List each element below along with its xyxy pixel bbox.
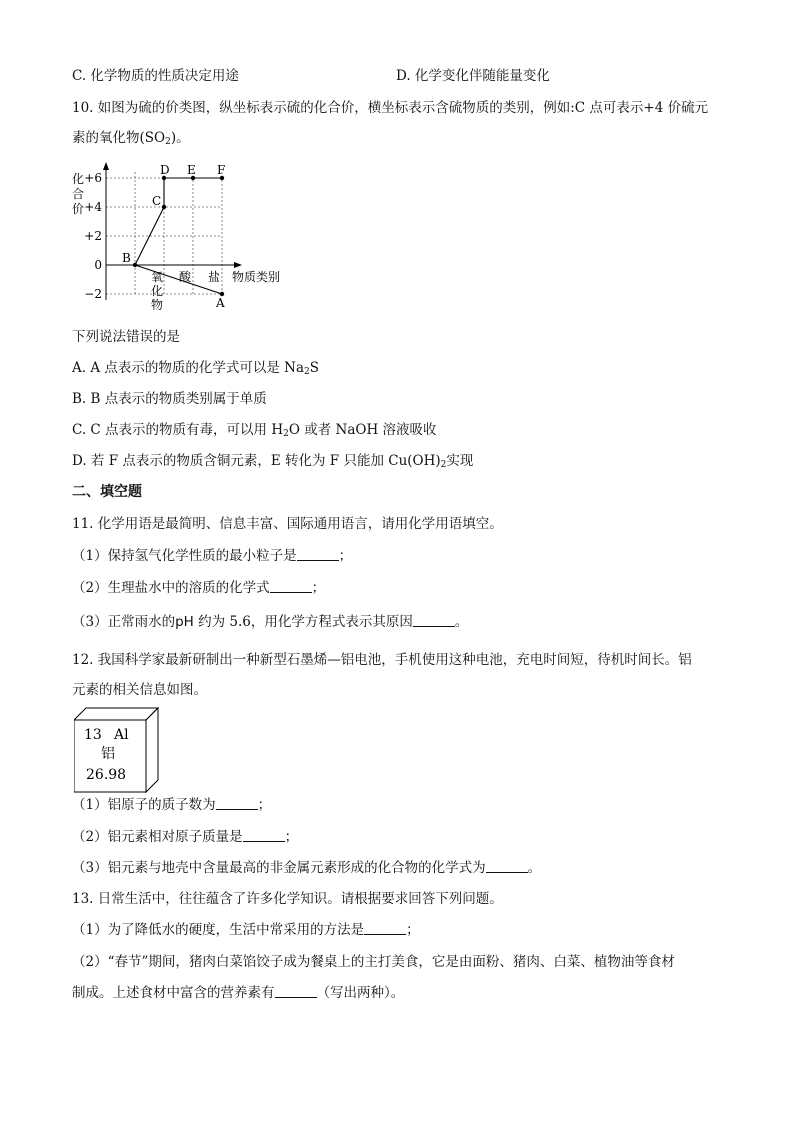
q9-option-c: C. 化学物质的性质决定用途 — [72, 68, 239, 84]
answer-blank[interactable] — [243, 828, 285, 842]
q12-part2: （2）铝元素相对原子质量是 ； — [72, 829, 299, 845]
element-card-aluminum — [74, 706, 174, 798]
x-category-oxide-char: 化 — [151, 284, 164, 298]
point-b — [133, 263, 137, 267]
sulfur-valence-diagram — [68, 160, 308, 310]
q10-stem-line2: 素的氧化物$(SO_2)$。 — [72, 130, 190, 147]
point-label-a: A — [216, 296, 225, 310]
answer-blank[interactable] — [297, 547, 339, 561]
y-tick-label: −2 — [84, 287, 102, 301]
q13-stem: 13. 日常生活中，往往蕴含了许多化学知识。请根据要求回答下列问题。 — [72, 891, 503, 907]
q10-option-a: A. A 点表示的物质的化学式可以是 $Na_2S$ — [72, 360, 320, 377]
q10-option-d: D. 若 F 点表示的物质含铜元素，E 转化为 F 只能加 $Cu(OH)_2$实现 — [72, 453, 474, 470]
atomic-mass: 26.98 — [86, 767, 127, 783]
q11-stem: 11. 化学用语是最简明、信息丰富、国际通用语言，请用化学用语填空。 — [72, 516, 503, 532]
q10-stem-line1: 10. 如图为硫的价类图，纵坐标表示硫的化合价，横坐标表示含硫物质的类别，例如:C 点可表示+4 价硫元 — [72, 100, 709, 116]
answer-blank[interactable] — [216, 796, 258, 810]
point-label-e: E — [187, 163, 196, 177]
q10-option-b: B. B 点表示的物质类别属于单质 — [72, 391, 267, 407]
y-tick-label: +6 — [84, 171, 102, 185]
q12-stem-line1: 12. 我国科学家最新研制出一种新型石墨烯—铝电池，手机使用这种电池，充电时间短，待机时间长。铝 — [72, 652, 692, 668]
answer-blank[interactable] — [270, 579, 312, 593]
y-tick-label: +2 — [84, 229, 102, 243]
y-tick-label: +4 — [84, 200, 102, 214]
q13-part2-line1: （2）“春节”期间，猪肉白菜馅饺子成为餐桌上的主打美食，它是由面粉、猪肉、白菜、植物油等食材 — [72, 954, 675, 970]
point-label-b: B — [122, 251, 131, 265]
y-tick-label: 0 — [94, 258, 102, 272]
y-title-char: 化 — [72, 172, 85, 186]
answer-blank[interactable] — [413, 613, 455, 627]
q13-part1: （1）为了降低水的硬度，生活中常采用的方法是 ； — [72, 922, 420, 938]
x-category-salt: 盐 — [208, 270, 221, 284]
q10-question: 下列说法错误的是 — [72, 329, 180, 345]
x-axis-arrow — [234, 262, 242, 268]
x-axis-title: 物质类别 — [232, 270, 281, 284]
section-title: 二、填空题 — [72, 484, 142, 500]
q12-stem-line2: 元素的相关信息如图。 — [72, 682, 207, 698]
q12-part1: （1）铝原子的质子数为 ； — [72, 797, 272, 813]
x-category-oxide-char: 氧 — [151, 270, 164, 284]
element-name: 铝 — [101, 746, 115, 762]
x-category-acid: 酸 — [179, 270, 192, 284]
point-label-d: D — [160, 163, 170, 177]
answer-blank[interactable] — [275, 984, 317, 998]
q10-option-c: C. C 点表示的物质有毒，可以用 $H_2O$ 或者 NaOH 溶液吸收 — [72, 422, 437, 439]
q12-part3: （3）铝元素与地壳中含量最高的非金属元素形成的化合物的化学式为 。 — [72, 860, 542, 876]
atomic-number: 13 — [84, 727, 102, 743]
q13-part2-line2: 制成。上述食材中富含的营养素有 （写出两种）。 — [72, 985, 405, 1001]
element-symbol: Al — [114, 727, 129, 743]
answer-blank[interactable] — [486, 859, 528, 873]
q11-part1: （1）保持氢气化学性质的最小粒子是 ； — [72, 548, 353, 564]
point-c — [162, 205, 166, 209]
y-title-char: 价 — [72, 202, 85, 216]
answer-blank[interactable] — [364, 921, 406, 935]
x-category-oxide-char: 物 — [151, 298, 164, 310]
q11-part2: （2）生理盐水中的溶质的化学式 ； — [72, 580, 326, 596]
q9-option-d: D. 化学变化伴随能量变化 — [396, 68, 550, 84]
point-label-f: F — [217, 163, 226, 177]
q11-part3: （3）正常雨水的pH 约为 5.6，用化学方程式表示其原因 。 — [72, 614, 469, 630]
y-axis-arrow — [103, 162, 109, 170]
y-title-char: 合 — [72, 187, 85, 201]
point-label-c: C — [152, 194, 162, 208]
